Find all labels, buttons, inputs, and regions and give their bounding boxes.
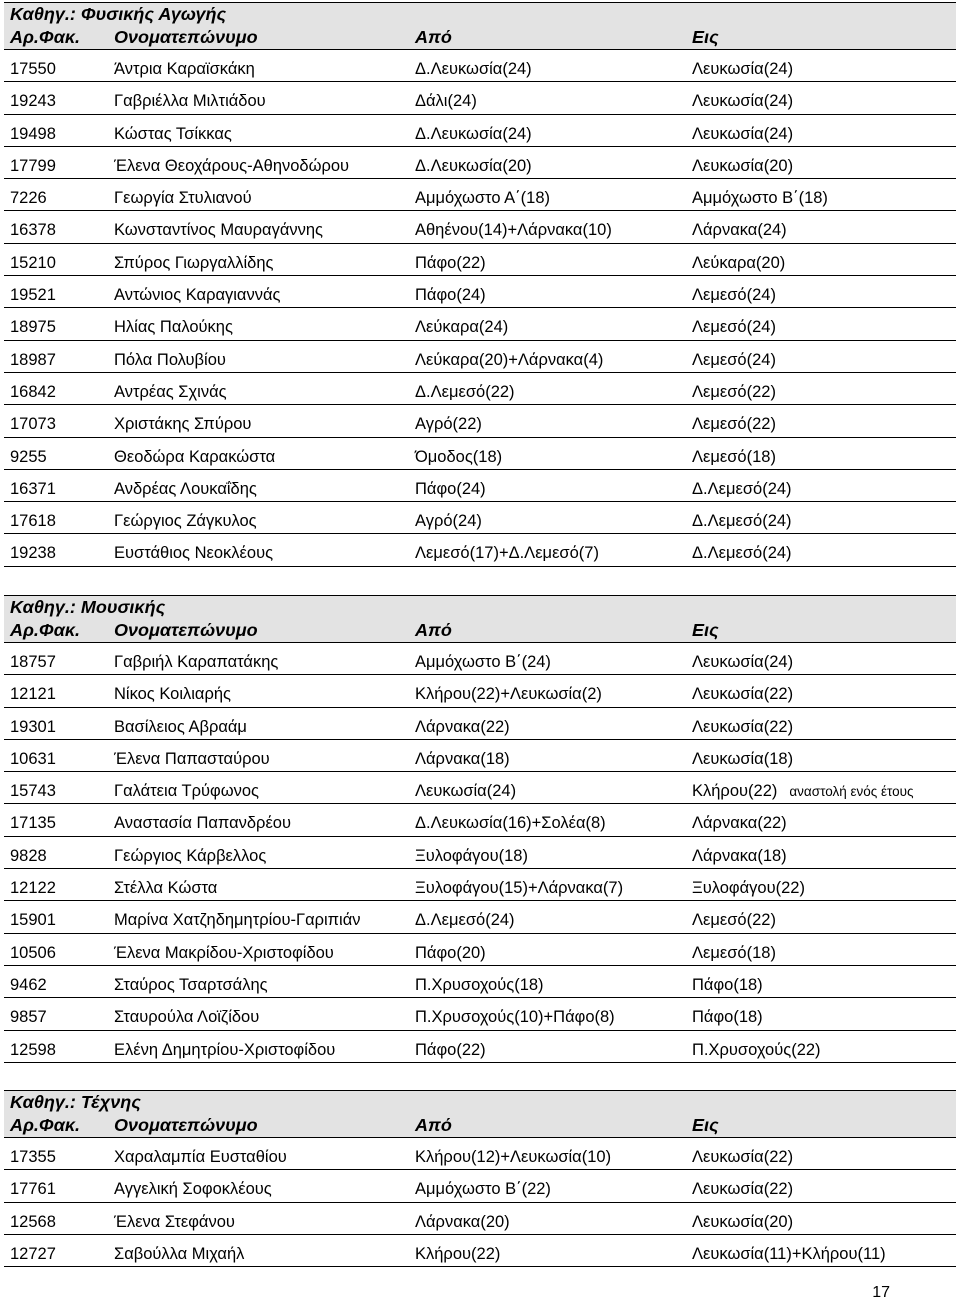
cell-to-value: Λεμεσό(18)	[692, 447, 776, 466]
cell-from: Ξυλοφάγου(15)+Λάρνακα(7)	[415, 879, 624, 898]
cell-full-name: Κωνσταντίνος Μαυραγάννης	[114, 221, 323, 240]
cell-full-name: Έλενα Στεφάνου	[114, 1212, 235, 1231]
cell-to	[692, 92, 793, 111]
cell-to	[692, 1008, 763, 1027]
cell-full-name: Νίκος Κοιλιαρής	[114, 685, 231, 704]
cell-from: Λάρνακα(18)	[415, 749, 510, 768]
cell-to	[692, 1148, 793, 1167]
cell-to	[692, 544, 792, 563]
table-row	[4, 869, 956, 901]
header-to: Εις	[692, 620, 719, 640]
cell-file-number: 17618	[10, 512, 56, 531]
header-file-number: Αρ.Φακ.	[10, 1115, 81, 1135]
cell-to-value: Κλήρου(22)	[692, 782, 778, 801]
cell-from: Λάρνακα(22)	[415, 717, 510, 736]
cell-full-name: Αντώνιος Καραγιαννάς	[114, 286, 281, 305]
cell-to-value: Δ.Λεμεσό(24)	[692, 512, 792, 531]
cell-file-number: 17355	[10, 1148, 56, 1166]
table-row	[4, 502, 956, 534]
table-row	[4, 115, 956, 147]
cell-to	[692, 976, 763, 995]
cell-to	[692, 879, 805, 898]
section-title: Καθηγ.: Μουσικής	[4, 595, 956, 617]
cell-full-name: Βασίλειος Αβραάμ	[114, 717, 247, 736]
cell-to-value: Λάρνακα(24)	[692, 221, 787, 240]
cell-to	[692, 847, 787, 866]
table-row	[4, 147, 956, 179]
cell-to-value: Π.Χρυσοχούς(22)	[692, 1040, 821, 1059]
cell-to	[692, 1041, 821, 1060]
cell-full-name: Ελένη Δημητρίου-Χριστοφίδου	[114, 1040, 336, 1059]
cell-from: Πάφο(22)	[415, 253, 486, 272]
cell-from: Πάφο(22)	[415, 1040, 486, 1059]
table-row	[4, 740, 956, 772]
cell-full-name: Αναστασία Παπανδρέου	[114, 814, 291, 833]
section-music	[4, 595, 956, 1063]
cell-to-value: Λεμεσό(24)	[692, 318, 776, 337]
cell-to-value: Λευκωσία(20)	[692, 156, 794, 175]
cell-to-value: Δ.Λεμεσό(24)	[692, 479, 792, 498]
cell-to-value: Λευκωσία(18)	[692, 749, 794, 768]
cell-file-number: 19301	[10, 717, 56, 736]
cell-from: Κλήρου(12)+Λευκωσία(10)	[415, 1148, 612, 1166]
table-row	[4, 438, 956, 470]
table-row	[4, 772, 956, 804]
cell-from: Δ.Λευκωσία(24)	[415, 60, 532, 78]
cell-to-value: Λεμεσό(22)	[692, 415, 776, 434]
cell-from: Δ.Λευκωσία(24)	[415, 124, 532, 143]
cell-to	[692, 286, 776, 305]
cell-from: Αθηένου(14)+Λάρνακα(10)	[415, 221, 612, 240]
cell-to-value: Πάφο(18)	[692, 1008, 763, 1027]
header-from: Από	[415, 620, 452, 640]
table-row	[4, 998, 956, 1030]
cell-full-name: Χριστάκης Σπύρου	[114, 415, 252, 434]
cell-full-name: Κώστας Τσίκκας	[114, 124, 232, 143]
table-row	[4, 82, 956, 114]
cell-from: Όμοδος(18)	[415, 447, 503, 466]
cell-to	[692, 718, 793, 737]
table-row	[4, 1170, 956, 1202]
cell-full-name: Ηλίας Παλούκης	[114, 318, 233, 337]
cell-to-value: Λευκωσία(24)	[692, 60, 794, 78]
cell-full-name: Σπύρος Γιωργαλλίδης	[114, 253, 274, 272]
cell-full-name: Ανδρέας Λουκαΐδης	[114, 479, 257, 498]
cell-from: Λεμεσό(17)+Δ.Λεμεσό(7)	[415, 544, 599, 563]
cell-full-name: Γαλάτεια Τρύφωνος	[114, 782, 259, 801]
cell-file-number: 9857	[10, 1008, 47, 1027]
cell-from: Δ.Λευκωσία(20)	[415, 156, 532, 175]
table-row	[4, 244, 956, 276]
cell-from: Αγρό(24)	[415, 512, 482, 531]
cell-to-value: Λεμεσό(24)	[692, 286, 776, 305]
cell-from: Δ.Λεμεσό(22)	[415, 382, 515, 401]
cell-to-value: Λευκωσία(24)	[692, 92, 794, 111]
cell-to-value: Δ.Λεμεσό(24)	[692, 544, 792, 563]
header-from: Από	[415, 27, 452, 47]
cell-file-number: 15901	[10, 911, 56, 930]
cell-to	[692, 1213, 793, 1232]
cell-file-number: 18975	[10, 318, 56, 337]
cell-from: Δ.Λευκωσία(16)+Σολέα(8)	[415, 814, 606, 833]
cell-to	[692, 653, 793, 672]
cell-full-name: Σαβούλλα Μιχαήλ	[114, 1244, 245, 1263]
cell-to-value: Λευκωσία(22)	[692, 1180, 794, 1199]
cell-to	[692, 512, 792, 531]
table-row	[4, 934, 956, 966]
header-from: Από	[415, 1115, 452, 1135]
cell-from: Π.Χρυσοχούς(18)	[415, 975, 544, 994]
header-full-name: Ονοματεπώνυμο	[114, 27, 258, 47]
cell-file-number: 12121	[10, 685, 56, 704]
table-header	[4, 617, 956, 643]
cell-to-value: Λεμεσό(18)	[692, 943, 776, 962]
section-art	[4, 1090, 956, 1267]
cell-file-number: 18757	[10, 653, 56, 671]
cell-from: Λευκωσία(24)	[415, 782, 517, 801]
cell-file-number: 17135	[10, 814, 56, 833]
page-number: 17	[872, 1284, 890, 1301]
cell-from: Κλήρου(22)+Λευκωσία(2)	[415, 685, 602, 704]
cell-full-name: Άντρια Καραϊσκάκη	[114, 60, 255, 78]
cell-from: Αγρό(22)	[415, 415, 482, 434]
table-row	[4, 643, 956, 675]
cell-from: Λάρνακα(20)	[415, 1212, 510, 1231]
cell-file-number: 19243	[10, 92, 56, 111]
cell-from: Αμμόχωστο Β΄(22)	[415, 1180, 551, 1199]
cell-to	[692, 944, 776, 963]
cell-to-value: Λευκωσία(11)+Κλήρου(11)	[692, 1244, 886, 1263]
cell-from: Π.Χρυσοχούς(10)+Πάφο(8)	[415, 1008, 615, 1027]
cell-to	[692, 448, 776, 467]
cell-to	[692, 125, 793, 144]
cell-from: Κλήρου(22)	[415, 1244, 501, 1263]
cell-file-number: 9462	[10, 975, 47, 994]
cell-to-value: Λευκωσία(24)	[692, 124, 794, 143]
cell-to-value: Λευκωσία(22)	[692, 717, 794, 736]
cell-to	[692, 685, 793, 704]
table-row	[4, 804, 956, 836]
cell-file-number: 16371	[10, 479, 56, 498]
cell-to	[692, 189, 828, 208]
cell-full-name: Γαβριήλ Καραπατάκης	[114, 653, 279, 671]
cell-full-name: Μαρίνα Χατζηδημητρίου-Γαριπιάν	[114, 911, 361, 930]
cell-file-number: 12727	[10, 1244, 56, 1263]
table-row	[4, 373, 956, 405]
table-header	[4, 24, 956, 50]
header-file-number: Αρ.Φακ.	[10, 620, 81, 640]
cell-full-name: Γαβριέλλα Μιλτιάδου	[114, 92, 266, 111]
cell-file-number: 18987	[10, 350, 56, 369]
cell-to-value: Λάρνακα(22)	[692, 814, 787, 833]
cell-to	[692, 254, 785, 273]
table-header	[4, 1112, 956, 1138]
cell-full-name: Σταυρούλα Λοϊζίδου	[114, 1008, 260, 1027]
table-row	[4, 675, 956, 707]
cell-file-number: 15743	[10, 782, 56, 801]
table-row	[4, 1138, 956, 1170]
cell-to-value: Λεμεσό(24)	[692, 350, 776, 369]
cell-full-name: Γεωργία Στυλιανού	[114, 189, 252, 208]
cell-file-number: 10631	[10, 749, 56, 768]
cell-from: Λεύκαρα(20)+Λάρνακα(4)	[415, 350, 604, 369]
header-to: Εις	[692, 1115, 719, 1135]
table-row	[4, 1203, 956, 1235]
cell-from: Πάφο(24)	[415, 286, 486, 305]
cell-full-name: Έλενα Θεοχάρους-Αθηνοδώρου	[114, 156, 350, 175]
cell-file-number: 19498	[10, 124, 56, 143]
cell-full-name: Γεώργιος Κάρβελλος	[114, 846, 267, 865]
cell-to	[692, 1180, 793, 1199]
cell-full-name: Ευστάθιος Νεοκλέους	[114, 544, 274, 563]
section-physical-education	[4, 2, 956, 567]
cell-from: Αμμόχωστο Β΄(24)	[415, 653, 551, 671]
cell-to	[692, 1245, 886, 1264]
table-row	[4, 470, 956, 502]
cell-to	[692, 60, 793, 79]
header-file-number: Αρ.Φακ.	[10, 27, 81, 47]
cell-file-number: 12568	[10, 1212, 56, 1231]
cell-full-name: Στέλλα Κώστα	[114, 879, 218, 898]
table-row	[4, 837, 956, 869]
cell-to	[692, 750, 793, 769]
cell-file-number: 19238	[10, 544, 56, 563]
table-row	[4, 534, 956, 566]
table-row	[4, 50, 956, 82]
cell-file-number: 16378	[10, 221, 56, 240]
cell-to-value: Λευκωσία(20)	[692, 1212, 794, 1231]
cell-from: Δ.Λεμεσό(24)	[415, 911, 515, 930]
cell-full-name: Πόλα Πολυβίου	[114, 350, 226, 369]
cell-to-value: Λευκωσία(22)	[692, 1148, 794, 1166]
section-title: Καθηγ.: Φυσικής Αγωγής	[4, 2, 956, 24]
table-row	[4, 179, 956, 211]
cell-full-name: Αγγελική Σοφοκλέους	[114, 1180, 272, 1199]
cell-to	[692, 814, 787, 833]
table-row	[4, 211, 956, 243]
cell-to	[692, 782, 914, 801]
cell-file-number: 16842	[10, 382, 56, 401]
cell-to-value: Λεμεσό(22)	[692, 382, 776, 401]
cell-to	[692, 383, 776, 402]
cell-to-value: Λευκωσία(24)	[692, 653, 794, 671]
cell-file-number: 17073	[10, 415, 56, 434]
cell-full-name: Έλενα Παπασταύρου	[114, 749, 270, 768]
cell-from: Ξυλοφάγου(18)	[415, 846, 528, 865]
table-row	[4, 708, 956, 740]
cell-file-number: 10506	[10, 943, 56, 962]
cell-from: Δάλι(24)	[415, 92, 477, 111]
cell-to	[692, 157, 793, 176]
table-row	[4, 1031, 956, 1063]
cell-to	[692, 911, 776, 930]
cell-file-number: 19521	[10, 286, 56, 305]
cell-file-number: 17761	[10, 1180, 56, 1199]
cell-to	[692, 351, 776, 370]
header-to: Εις	[692, 27, 719, 47]
cell-file-number: 17550	[10, 60, 56, 78]
cell-from: Πάφο(24)	[415, 479, 486, 498]
table-row	[4, 1235, 956, 1267]
table-row	[4, 308, 956, 340]
cell-file-number: 12598	[10, 1040, 56, 1059]
cell-from: Πάφο(20)	[415, 943, 486, 962]
table-row	[4, 405, 956, 437]
cell-full-name: Χαραλαμπία Ευσταθίου	[114, 1148, 287, 1166]
header-full-name: Ονοματεπώνυμο	[114, 620, 258, 640]
cell-file-number: 7226	[10, 189, 47, 208]
cell-to	[692, 480, 792, 499]
cell-full-name: Θεοδώρα Καρακώστα	[114, 447, 276, 466]
section-title: Καθηγ.: Τέχνης	[4, 1090, 956, 1112]
cell-to-value: Πάφο(18)	[692, 975, 763, 994]
cell-file-number: 9255	[10, 447, 47, 466]
cell-file-number: 9828	[10, 846, 47, 865]
cell-full-name: Αντρέας Σχινάς	[114, 382, 227, 401]
table-row	[4, 341, 956, 373]
table-row	[4, 901, 956, 933]
cell-to	[692, 415, 776, 434]
cell-file-number: 17799	[10, 156, 56, 175]
cell-to-value: Λεύκαρα(20)	[692, 253, 786, 272]
cell-full-name: Έλενα Μακρίδου-Χριστοφίδου	[114, 943, 334, 962]
cell-from: Λεύκαρα(24)	[415, 318, 509, 337]
cell-to	[692, 221, 787, 240]
cell-file-number: 15210	[10, 253, 56, 272]
cell-to	[692, 318, 776, 337]
cell-to-value: Λευκωσία(22)	[692, 685, 794, 704]
cell-full-name: Γεώργιος Ζάγκυλος	[114, 512, 257, 531]
cell-to-value: Αμμόχωστο Β΄(18)	[692, 189, 828, 208]
cell-from: Αμμόχωστο Α΄(18)	[415, 189, 551, 208]
table-row	[4, 276, 956, 308]
cell-to-value: Λεμεσό(22)	[692, 911, 776, 930]
header-full-name: Ονοματεπώνυμο	[114, 1115, 258, 1135]
cell-file-number: 12122	[10, 879, 56, 898]
cell-full-name: Σταύρος Τσαρτσάλης	[114, 975, 268, 994]
cell-to-value: Ξυλοφάγου(22)	[692, 879, 805, 898]
cell-to-value: Λάρνακα(18)	[692, 846, 787, 865]
table-row	[4, 966, 956, 998]
cell-note: αναστολή ενός έτους	[789, 784, 914, 800]
